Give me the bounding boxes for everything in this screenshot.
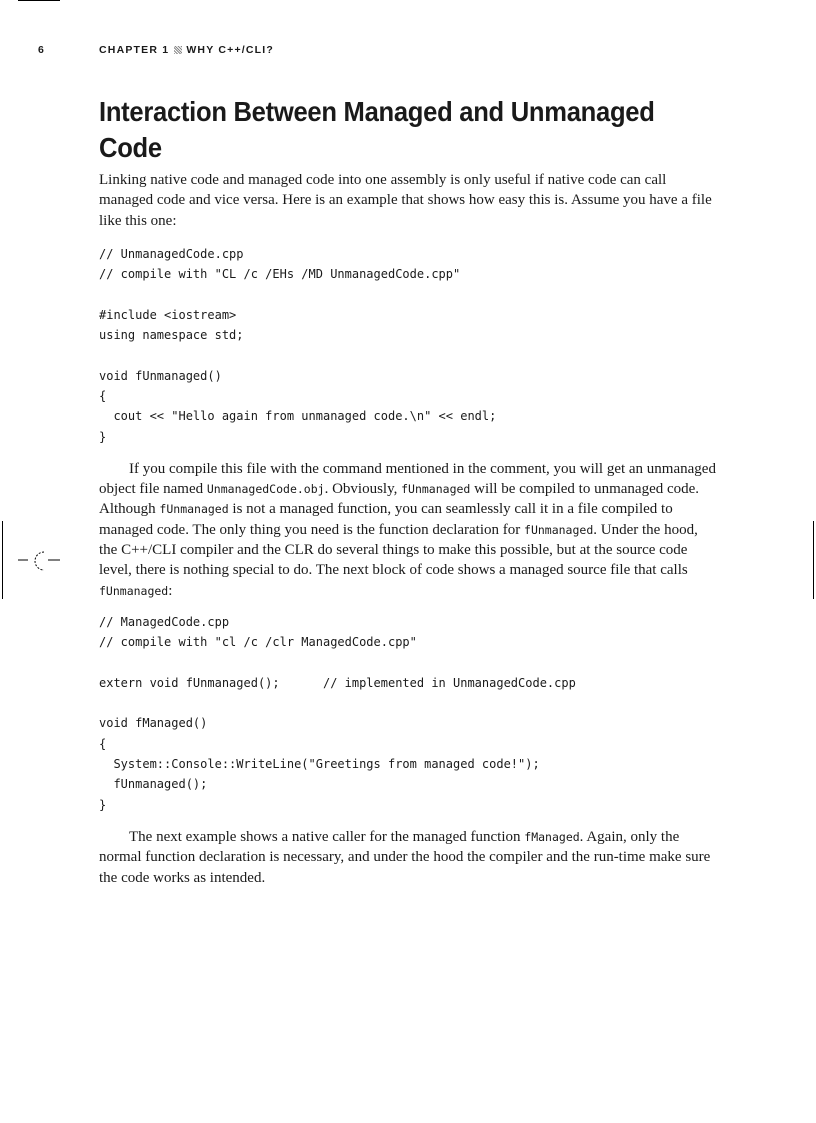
inline-code: fUnmanaged [99, 583, 169, 598]
code-line: } [99, 429, 107, 444]
paragraph-text: If you compile this file with the command mentioned in the comment, you will get an unmanaged object file named [99, 460, 716, 498]
code-line: using namespace std; [99, 328, 244, 343]
code-line: System::Console::WriteLine("Greetings from managed code!"); [99, 757, 540, 772]
paragraph-text: is not a managed function, you can seamlessly call it in a file compiled to managed code. The only thing you need is the function declaration for [99, 501, 673, 538]
code-line: } [99, 797, 107, 812]
inline-code: UnmanagedCode.obj [206, 482, 325, 497]
paragraph-text: . Under the hood, the C++/CLI compiler and the CLR do several things to make this possible, but at the source code level, there is nothing special to do. The next block of code shows a managed source file that calls [99, 521, 698, 579]
section-title: Interaction Between Managed and Unmanaged Code [99, 96, 655, 163]
paragraph-intro: Linking native code and managed code into one assembly is only useful if native code can call managed code and vice versa. Here is an example that shows how easy this is. Assume you have a file like this one: [99, 172, 712, 229]
code-block-unmanaged [99, 244, 719, 447]
paragraph-text: The next example shows a native caller for the managed function [129, 828, 525, 845]
code-line: void fUnmanaged() [99, 368, 222, 383]
page-body [99, 170, 719, 888]
chapter-number: CHAPTER 1 [99, 44, 170, 56]
paragraph-text: : [168, 582, 173, 599]
inline-code: fUnmanaged [159, 502, 229, 517]
code-line: // ManagedCode.cpp [99, 614, 230, 629]
inline-code: fUnmanaged [401, 482, 471, 497]
paragraph-text: . Obviously, [324, 481, 402, 498]
code-line: cout << "Hello again from unmanaged code.\n" << endl; [99, 409, 497, 424]
inline-code: fManaged [524, 829, 580, 844]
registration-mark-icon [18, 548, 60, 578]
chapter-label [99, 44, 274, 56]
code-line: #include <iostream> [99, 307, 237, 322]
paragraph-text: . Again, only the normal function declaration is necessary, and under the hood the compiler and the run-time make sure the code works as intended. [99, 828, 711, 886]
code-line [99, 345, 719, 365]
code-line: void fManaged() [99, 716, 208, 731]
code-line: { [99, 736, 107, 751]
crop-mark-top [18, 0, 60, 1]
paragraph-text: will be compiled to unmanaged code. Although [99, 481, 700, 518]
paragraph-explanation [99, 459, 719, 601]
square-bullet-icon [174, 46, 182, 54]
code-line: fUnmanaged(); [99, 777, 208, 792]
running-head [38, 44, 738, 60]
code-block-managed [99, 612, 719, 815]
page-number: 6 [38, 44, 46, 56]
code-line [99, 653, 719, 673]
code-line: // UnmanagedCode.cpp [99, 246, 244, 261]
code-line: { [99, 388, 107, 403]
code-line: // compile with "cl /c /clr ManagedCode.cpp" [99, 635, 417, 650]
code-line [99, 284, 719, 304]
chapter-title: WHY C++/CLI? [186, 44, 275, 56]
code-line [99, 693, 719, 713]
inline-code: fUnmanaged [524, 522, 594, 537]
paragraph-native-caller [99, 827, 719, 888]
crop-mark-left [2, 521, 3, 599]
code-line: extern void fUnmanaged(); // implemented in UnmanagedCode.cpp [99, 675, 576, 690]
crop-mark-right [813, 521, 814, 599]
code-line: // compile with "CL /c /EHs /MD UnmanagedCode.cpp" [99, 267, 461, 282]
